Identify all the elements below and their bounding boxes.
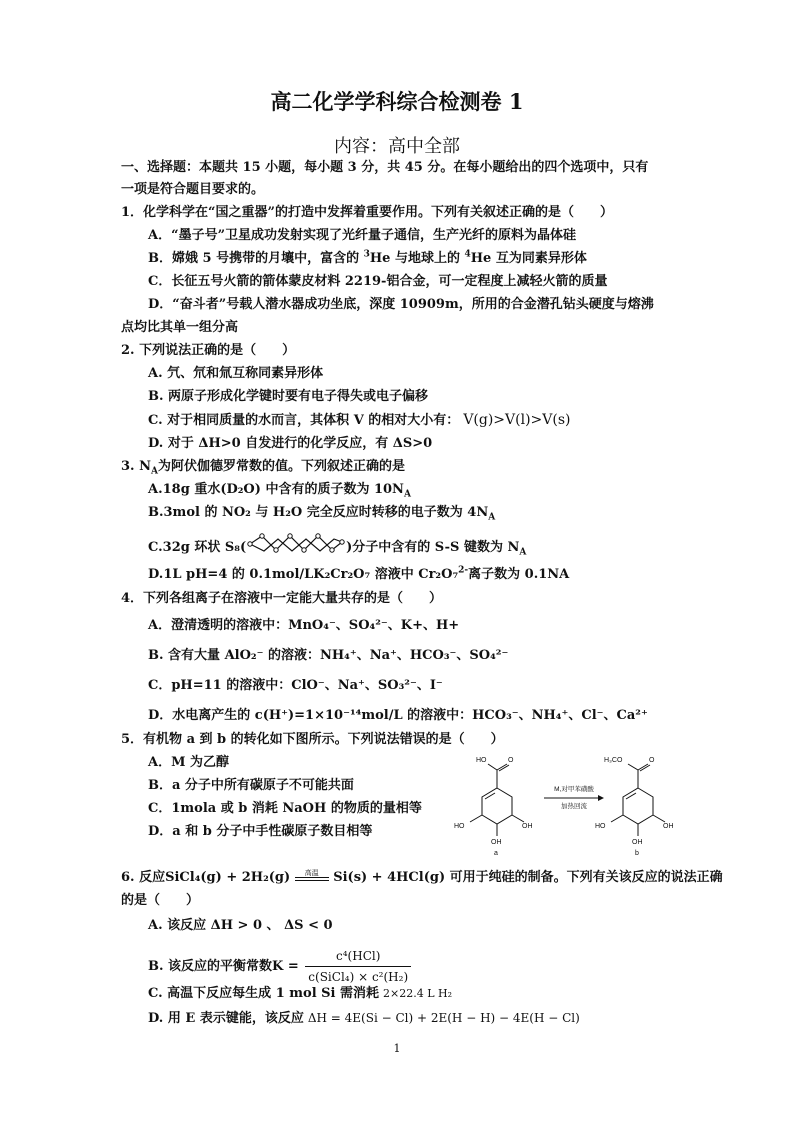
page-number: 1 bbox=[393, 1042, 401, 1055]
svg-text:OH: OH bbox=[491, 839, 502, 846]
q6-stem-line-2: 的是（ ） bbox=[121, 893, 200, 908]
q5-reaction-diagram bbox=[452, 748, 684, 858]
svg-text:OH: OH bbox=[522, 823, 533, 830]
condition-label: 加热回流 bbox=[561, 803, 587, 810]
reaction-condition: 高温 bbox=[295, 875, 329, 881]
q1-option-d-line-2: 点均比其单一组分高 bbox=[121, 320, 239, 335]
page-title: 高二化学学科综合检测卷 1 bbox=[270, 89, 524, 114]
q4-option-d: D．水电离产生的 c(H⁺)=1×10⁻¹⁴mol/L 的溶液中：HCO₃⁻、NH₄⁺、Cl⁻、Ca²⁺ bbox=[148, 708, 648, 723]
q1-option-b: B．嫦娥 5 号携带的月壤中，富含的 $^3$He 与地球上的 $^4$He 互为同素异形体 bbox=[148, 249, 587, 266]
equilibrium-constant-fraction: $\frac{\text{c⁴(HCl)}}{\text{c(SiCl₄) × c²(H₂)}}$ bbox=[305, 946, 411, 987]
svg-text:HO: HO bbox=[595, 823, 606, 830]
q3-stem: 3. $N_A$为阿伏伽德罗常数的值。下列叙述正确的是 bbox=[121, 459, 405, 477]
q2-option-d: D. 对于 ΔH>0 自发进行的化学反应，有 ΔS>0 bbox=[148, 436, 433, 451]
molecule-b-label: b bbox=[635, 850, 639, 857]
molecule-a-ho-label: HO bbox=[476, 757, 487, 764]
q6-option-c: C. 高温下反应每生成 1 mol Si 需消耗 2×22.4 L H₂ bbox=[148, 986, 453, 1001]
q6-stem-line-1: 6. 反应SiCl₄(g) + 2H₂(g) 高温 Si(s) + 4HCl(g) 可用于纯硅的制备。下列有关该反应的说法正确 bbox=[121, 868, 723, 885]
s8-ring-structure bbox=[246, 533, 346, 562]
q3-option-d: D.1L pH=4 的 0.1mol/LK₂Cr₂O₇ 溶液中 Cr₂O₇$^{2-}$离子数为 0.1NA bbox=[148, 565, 570, 582]
svg-text:O: O bbox=[508, 757, 514, 764]
q6-option-d: D. 用 E 表示键能，该反应 ΔH = 4E(Si − Cl) + 2E(H − H) − 4E(H − Cl) bbox=[148, 1011, 580, 1026]
q3-option-b: B.3mol 的 NO₂ 与 H₂O 完全反应时转移的电子数为 $4N_A$ bbox=[148, 505, 496, 523]
q2-option-c: C. 对于相同质量的水而言，其体积 V 的相对大小有： V(g)>V(l)>V(s) bbox=[148, 412, 571, 428]
svg-text:OH: OH bbox=[663, 823, 674, 830]
molecule-a-label: a bbox=[494, 850, 498, 857]
q6-option-a: A. 该反应 ΔH > 0 、 ΔS < 0 bbox=[148, 918, 333, 933]
reagent-label: M,对甲苯磺酸 bbox=[554, 786, 594, 793]
q1-option-c: C．长征五号火箭的箭体蒙皮材料 2219-铝合金，可一定程度上减轻火箭的质量 bbox=[148, 274, 608, 289]
section-instructions-line-1: 一、选择题：本题共 15 小题，每小题 3 分，共 45 分。在每小题给出的四个选项中，只有 bbox=[121, 160, 649, 175]
q4-option-b: B. 含有大量 AlO₂⁻ 的溶液：NH₄⁺、Na⁺、HCO₃⁻、SO₄²⁻ bbox=[148, 648, 509, 663]
q6-option-b: B. 该反应的平衡常数K = $\frac{\text{c⁴(HCl)}}{\text{c(SiCl₄) × c²(H₂)}}$ bbox=[148, 946, 413, 987]
q5-option-a: A．M 为乙醇 bbox=[148, 755, 230, 770]
molecule-b-structure bbox=[611, 764, 665, 836]
page-subtitle: 内容：高中全部 bbox=[334, 136, 460, 157]
q1-option-d-line-1: D．“奋斗者”号载人潜水器成功坐底，深度 10909m，所用的合金潜孔钻头硬度与熔沸 bbox=[148, 297, 654, 312]
section-instructions-line-2: 一项是符合题目要求的。 bbox=[121, 182, 265, 197]
q5-option-c: C．1mola 或 b 消耗 NaOH 的物质的量相等 bbox=[148, 801, 422, 816]
q4-stem: 4．下列各组离子在溶液中一定能大量共存的是（ ） bbox=[121, 591, 443, 606]
q1-option-a: A．“墨子号”卫星成功发射实现了光纤量子通信，生产光纤的原料为晶体硅 bbox=[148, 228, 577, 243]
molecule-b-h3co-label: H₃CO bbox=[604, 757, 623, 764]
q5-option-d: D．a 和 b 分子中手性碳原子数目相等 bbox=[148, 824, 373, 839]
q2-option-a: A. 氕、氘和氚互称同素异形体 bbox=[148, 366, 324, 381]
molecule-a-structure bbox=[470, 764, 524, 836]
q4-option-c: C．pH=11 的溶液中：ClO⁻、Na⁺、SO₃²⁻、I⁻ bbox=[148, 678, 443, 693]
q1-stem: 1．化学科学在“国之重器”的打造中发挥着重要作用。下列有关叙述正确的是（ ） bbox=[121, 205, 614, 220]
q4-option-a: A．澄清透明的溶液中：MnO₄⁻、SO₄²⁻、K+、H+ bbox=[148, 618, 460, 633]
q2-option-b: B. 两原子形成化学键时要有电子得失或电子偏移 bbox=[148, 389, 429, 404]
svg-text:OH: OH bbox=[632, 839, 643, 846]
svg-text:O: O bbox=[649, 757, 655, 764]
svg-text:HO: HO bbox=[454, 823, 465, 830]
q5-stem: 5．有机物 a 到 b 的转化如下图所示。下列说法错误的是（ ） bbox=[121, 732, 504, 747]
q2-stem: 2. 下列说法正确的是（ ） bbox=[121, 343, 296, 358]
q3-option-c: C.32g 环状 S₈( )分子中含有的 S-S 键数为 $N_A$ bbox=[148, 533, 526, 562]
q3-option-a: A.18g 重水(D₂O) 中含有的质子数为 $10N_A$ bbox=[148, 482, 411, 500]
q5-option-b: B．a 分子中所有碳原子不可能共面 bbox=[148, 778, 354, 793]
